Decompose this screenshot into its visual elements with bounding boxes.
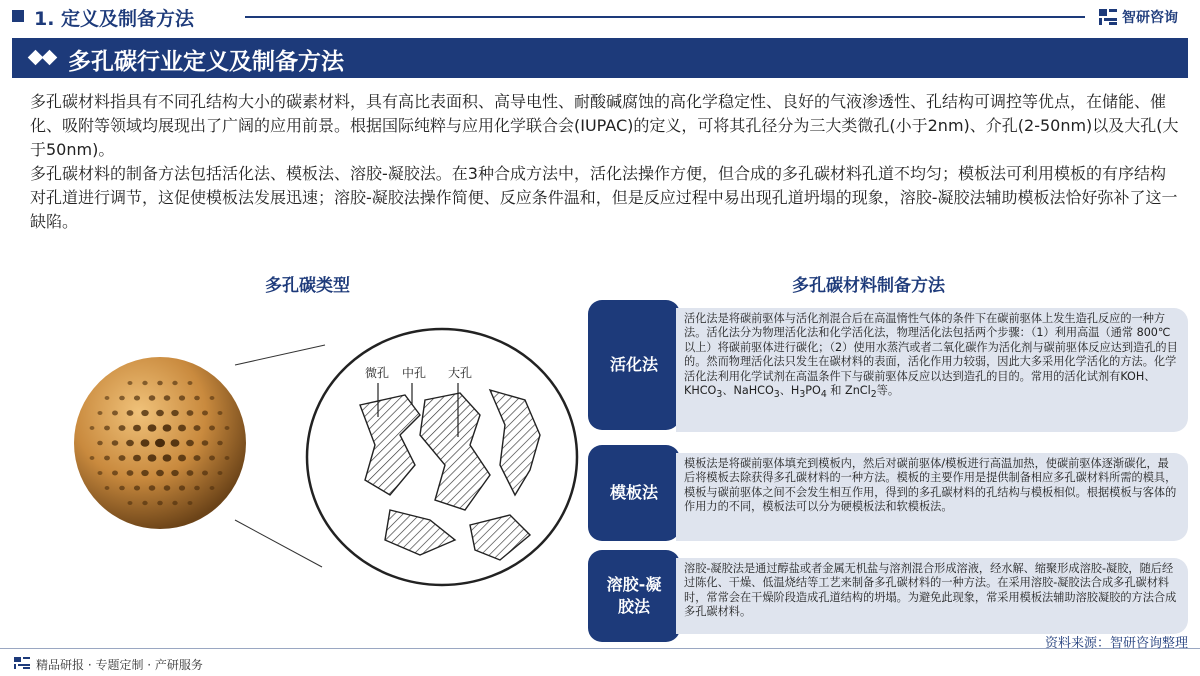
sphere-pore [172,501,177,505]
porous-carbon-types-heading: 多孔碳类型 [265,276,350,296]
method-label-sol-gel [588,550,680,642]
sphere-pore [119,455,126,461]
sphere-pore [186,440,194,446]
sphere-pore [133,455,141,462]
sphere-pore [98,471,103,475]
brand-small-icon [14,656,30,670]
sphere-pore [194,396,200,401]
sphere-pore [209,426,215,431]
brand-logo-icon [1098,7,1118,27]
sphere-pore [156,470,164,476]
sphere-pore [164,395,171,400]
sphere-pore [187,470,194,476]
sphere-pore [119,425,126,431]
sphere-pore [97,441,103,446]
brand-logo [1098,6,1178,28]
diamond-icon [42,50,58,66]
intro-paragraph-2: 多孔碳材料的制备方法包括活化法、模板法、溶胶-凝胶法。在3种合成方法中，活化法操作方便，但合成的多孔碳材料孔道不均匀；模板法可利用模板的有序结构对孔道进行调节，这促使模板法发展迅速；溶胶-凝胶法操作简便、反应条件温和，但是反应过程中易出现孔道坍塌的现象，溶胶-凝胶法辅助模板法恰好弥补了这一缺陷。 [30,164,1178,231]
sphere-pore [104,456,110,461]
sphere-pore [105,486,110,490]
section-marker-icon [12,10,24,22]
activation-text: 活化法是将碳前驱体与活化剂混合后在高温惰性气体的条件下在碳前驱体上发生造孔反应的一种方法。活化法分为物理活化法和化学活化法，物理活化法包括两个步骤：（1）利用高温（通常 800℃以上）将碳前驱体进行碳化；（2）使用水蒸汽或者二氧化碳作为活化剂与碳前驱体反应达到造孔的目的。然而物理活化法只发生在碳材料的表面，活化作用力较弱，因此大多采用化学活化的方法。化学活化法利用化学试剂在高温条件下与碳前驱体反应以达到造孔的目的。常用的活化试剂有KOH、KHCO [684,312,1178,398]
porous-carbon-figure [60,305,580,640]
method-template [588,445,1188,545]
sphere-pore [178,455,186,462]
subscript: 3 [799,389,806,401]
sphere-pore [156,410,164,416]
sphere-pore [163,454,172,461]
porous-carbon-illustration [60,305,580,640]
sphere-pore [112,411,118,416]
sphere-pore [90,456,95,460]
activation-text: 、H [779,384,800,398]
method-sol-gel [588,550,1188,642]
sphere-pore [141,470,148,476]
sphere-pore [141,410,148,416]
footer [0,636,1200,676]
section-title: 1. 定义及制备方法 [34,8,195,30]
activation-text: 、NaHCO [722,384,774,398]
sphere-pore [105,396,110,400]
micropore-label: 微孔 [365,366,390,380]
intro-paragraph-1: 多孔碳材料指具有不同孔结构大小的碳素材料，具有高比表面积、高导电性、耐酸碱腐蚀的高化学稳定性、良好的气液渗透性、孔结构可调控等优点，在储能、催化、吸附等领域均展现出了广阔的应用前景。根据国际纯粹与应用化学联合会(IUPAC)的定义，可将其孔径分为三大类微孔(小于2nm)、介孔(2-50nm)以及大孔(大于50nm)。 [30,92,1179,159]
sphere-pore [218,471,223,475]
sphere-pore [163,424,172,431]
brand-name: 智研咨询 [1122,10,1178,26]
sphere-pore [127,470,134,476]
sphere-pore [142,381,147,385]
sphere-pore [149,395,156,400]
sphere-pore [225,456,230,460]
mesopore-label: 中孔 [402,366,427,380]
data-source: 资料来源：智研咨询整理 [1044,636,1188,651]
sphere-pore [164,485,171,490]
magnified-pore-view [307,329,577,585]
sphere-pore [128,501,133,505]
sphere-pore [157,381,163,386]
method-desc-activation [676,308,1188,432]
sphere-pore [171,439,180,446]
sphere-pore [142,501,147,505]
sphere-pore [210,486,215,490]
sphere-pore [134,485,140,490]
header-divider [245,16,1085,18]
sphere-pore [188,501,193,505]
sphere-pore [128,381,133,385]
subscript: 3 [773,389,780,401]
sphere-pore [187,410,194,416]
sphere-pore [141,439,150,446]
subscript: 3 [716,389,723,401]
method-label-activation: 活化法 [588,300,680,430]
sphere-pore [133,425,141,432]
subscript: 4 [820,389,827,401]
sphere-pore [179,395,185,400]
sphere-pore [202,440,209,445]
sphere-pore [149,485,156,490]
sphere-pore [157,501,163,506]
sphere-pore [134,395,140,400]
sphere-pore [171,410,178,416]
subscript: 2 [870,389,877,401]
sphere-pore [210,396,215,400]
method-label-template: 模板法 [588,445,680,541]
page-title-bar [12,38,1188,78]
macropore-label: 大孔 [448,366,473,380]
method-activation [588,300,1188,440]
method-label-text: 溶胶-凝胶法 [606,575,662,616]
sphere-pore [202,411,208,416]
activation-text: 和 ZnCl [826,384,871,398]
method-desc-template: 模板法是将碳前驱体填充到模板内，然后对碳前驱体/模板进行高温加热，使碳前驱体逐渐碳化，最后将模板去除获得多孔碳材料的一种方法。模板的主要作用是提供制备相应多孔碳材料所需的模具，模板与碳前驱体之间不会发生相互作用，得到的多孔碳材料的孔结构与模板相似。根据模板与客体的作用力的不同，模板法可以分为硬模板法和软模板法。 [676,453,1188,541]
sphere-pore [194,425,201,431]
sphere-pore [179,485,185,490]
sphere-pore [172,381,177,385]
sphere-pore [217,441,223,446]
sphere-pore [209,456,215,461]
sphere-pore [148,454,157,461]
preparation-methods-heading: 多孔碳材料制备方法 [792,276,945,296]
sphere-pore [112,440,119,445]
sphere-pore [90,426,95,430]
sphere-pore [218,411,223,415]
sphere-pore [178,425,186,432]
sphere-pore [126,440,134,446]
activation-text: PO [805,384,821,398]
sphere-pore [148,424,157,431]
sphere-pore [202,471,208,476]
sphere-pore [155,439,165,447]
sphere-pore [127,410,134,416]
sphere-pore [112,471,118,476]
page-title: 多孔碳行业定义及制备方法 [68,49,344,75]
sphere-pore [104,426,110,431]
sphere-pore [225,426,230,430]
top-bar [0,0,1200,32]
sphere-pore [188,381,193,385]
sphere-pore [98,411,103,415]
sphere-pore [194,486,200,491]
sphere-pore [119,396,125,401]
footer-services: 精品研报 · 专题定制 · 产研服务 [36,658,203,672]
sphere-pore [194,455,201,461]
activation-text: 等。 [876,384,900,398]
footer-divider [0,648,1200,649]
intro-text [30,90,1180,234]
porous-sphere [74,357,246,529]
sphere-pore [119,486,125,491]
sphere-pore [171,470,178,476]
method-desc-sol-gel: 溶胶-凝胶法是通过醇盐或者金属无机盐与溶剂混合形成溶液，经水解、缩聚形成溶胶-凝胶，随后经过陈化、干燥、低温烧结等工艺来制备多孔碳材料的一种方法。在采用溶胶-凝胶法合成多孔碳材料时，常常会在干燥阶段造成孔道结构的坍塌。为避免此现象，常采用模板法辅助溶胶凝胶的方法合成多孔碳材料。 [676,558,1188,634]
